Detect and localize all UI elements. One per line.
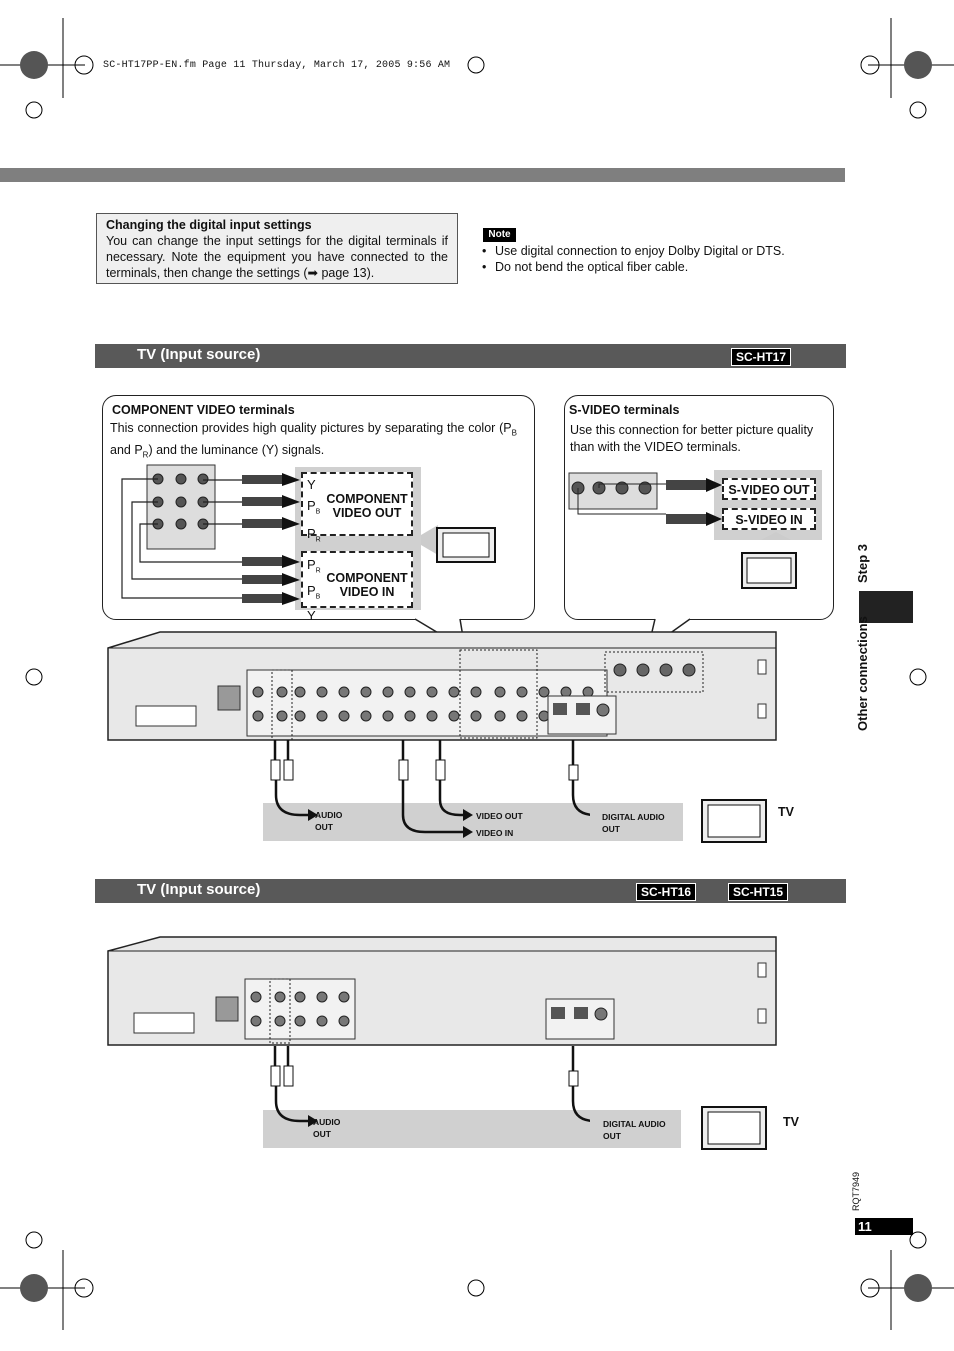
component-video-out-label: COMPONENT VIDEO OUT: [326, 492, 408, 520]
section1-bar: [95, 344, 846, 368]
video-in-label: VIDEO IN: [476, 828, 514, 838]
tv-label-1: TV: [778, 805, 794, 819]
section1-title: TV (Input source): [137, 346, 261, 363]
page-number: 11: [855, 1218, 913, 1235]
sidebar-section-text: Other connections: [855, 616, 870, 731]
tv-label-2: TV: [783, 1115, 799, 1129]
audio-out-label-2: AUDIO OUT: [313, 1117, 341, 1139]
component-text-b: and P: [110, 442, 143, 457]
letter-y: Y: [307, 477, 316, 492]
digital-input-box: [96, 213, 458, 284]
model-badge-ht16: SC-HT16: [636, 883, 696, 901]
svideo-in-box: S-VIDEO IN: [722, 508, 816, 530]
letter-r: R: [315, 567, 321, 575]
letter-r: R: [315, 536, 321, 544]
top-rule: [0, 168, 845, 182]
model-badge-ht15: SC-HT15: [728, 883, 788, 901]
note-item: • Use digital connection to enjoy Dolby Digital or DTS.: [480, 243, 785, 259]
digital-audio-out-label-2: DIGITAL AUDIO OUT: [603, 1119, 666, 1141]
sub-b: B: [511, 428, 517, 438]
sidebar-step-text: Step 3: [855, 543, 870, 583]
tv-icon: [700, 1104, 770, 1154]
letter-b: B: [315, 508, 321, 516]
cables-1: [260, 740, 590, 840]
letter-p: P: [307, 557, 316, 572]
letter-p: P: [307, 498, 316, 513]
letter-p: P: [307, 582, 316, 598]
digital-input-body: You can change the input settings for the digital terminals if necessary. Note the equipment you have connected to the terminals, then change the settings (➡ page 13).: [106, 234, 448, 280]
tv-icon: [700, 797, 770, 847]
letter-y: Y: [307, 608, 316, 624]
cables-2: [260, 1046, 590, 1136]
svideo-text: Use this connection for better picture quality than with the VIDEO terminals.: [570, 423, 814, 454]
file-header: SC-HT17PP-EN.fm Page 11 Thursday, March 17, 2005 9:56 AM: [103, 60, 451, 71]
note-list: [480, 243, 785, 275]
section2-title: TV (Input source): [137, 881, 261, 898]
note-label: Note: [483, 228, 516, 242]
model-badge-ht17: SC-HT17: [731, 348, 791, 366]
video-out-label: VIDEO OUT: [476, 811, 523, 821]
component-diagram: [102, 455, 522, 615]
letter-p: P: [307, 525, 316, 541]
receiver-rear-panel-ht17: [100, 630, 790, 750]
receiver-rear-panel-ht16: [100, 935, 790, 1050]
svideo-title: S-VIDEO terminals: [569, 403, 680, 417]
audio-out-label-1: AUDIO OUT: [315, 810, 343, 832]
component-text-c: ) and the luminance (Y) signals.: [148, 442, 325, 457]
component-title: COMPONENT VIDEO terminals: [112, 403, 295, 417]
digital-audio-out-label-1: DIGITAL AUDIO OUT: [602, 812, 665, 834]
svideo-diagram: [566, 470, 816, 600]
svideo-out-box: S-VIDEO OUT: [722, 478, 816, 500]
component-video-in-label: COMPONENT VIDEO IN: [326, 571, 408, 599]
doc-code-text: RQT7949: [851, 1171, 861, 1211]
letter-b: B: [315, 593, 321, 601]
section2-bar: [95, 879, 846, 903]
sub-r: R: [142, 450, 149, 459]
note-item: • Do not bend the optical fiber cable.: [480, 259, 785, 275]
component-text-a: This connection provides high quality pictures by separating the color (P: [110, 421, 512, 435]
digital-input-title: Changing the digital input settings: [106, 218, 312, 232]
